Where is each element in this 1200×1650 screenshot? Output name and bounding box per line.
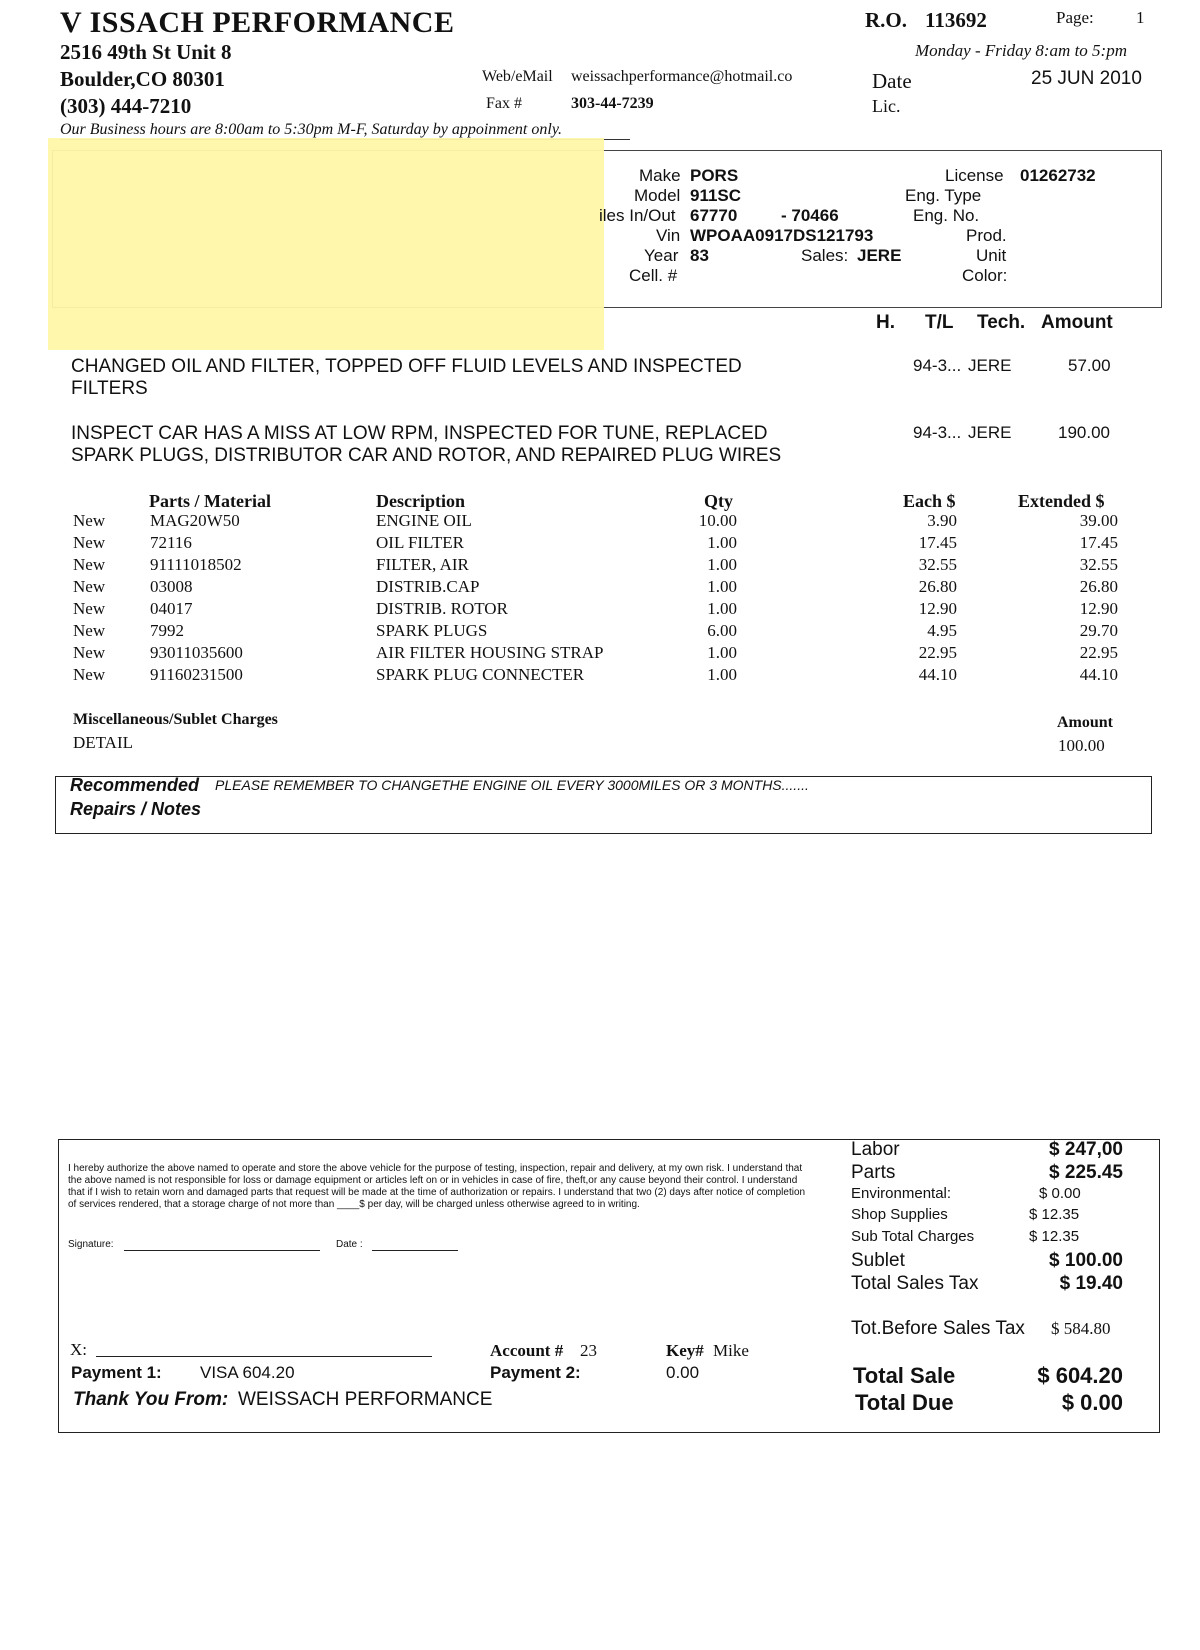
total-row-subtotal [0, 1228, 1200, 1252]
total-label: Sub Total Charges [851, 1228, 975, 1245]
part-each: 3.90 [927, 511, 957, 530]
part-number: 04017 [150, 599, 193, 618]
part-description: FILTER, AIR [376, 555, 469, 574]
labor-tl: 94-3... [913, 356, 962, 375]
misc-amount: 100.00 [1058, 736, 1105, 755]
part-extended: 39.00 [1079, 511, 1118, 530]
x-label: X: [70, 1340, 87, 1359]
part-description: DISTRIB. ROTOR [376, 599, 508, 618]
notes-text: PLEASE REMEMBER TO CHANGETHE ENGINE OIL EVERY 3000MILES OR 3 MONTHS....... [215, 777, 809, 793]
account-value: 23 [580, 1341, 597, 1360]
labor-tl: 94-3... [913, 423, 962, 442]
labor-description-line1: INSPECT CAR HAS A MISS AT LOW RPM, INSPECTED FOR TUNE, REPLACED [71, 423, 768, 444]
eng-type-label: Eng. Type [905, 186, 982, 205]
part-description: DISTRIB.CAP [376, 577, 480, 596]
make-value: PORS [690, 166, 739, 185]
part-each: 22.95 [918, 643, 957, 662]
total-label: Sublet [851, 1250, 905, 1271]
labor-header-tech: Tech. [977, 312, 1026, 333]
cell-label: Cell. # [629, 266, 678, 285]
authorization-text: I hereby authorize the above named to operate and store the above vehicle for the purpose of testing, inspection, repair and delivery, at my own risk. I understand that the above named is not responsible for loss or damage equipment or articles left on or in vehicles in case of fire, theft,or any cause beyond their control. I understand that if I wish to retain worn and damaged parts that request will be made at the time of authorization or repairs. I understand that two (2) days after notice of completion of services rendered, that a storage charge of not more than ____$ per day, will be charged unless otherwise agreed to in writing. [68, 1163, 806, 1210]
part-each: 17.45 [918, 533, 957, 552]
part-number: 91111018502 [150, 555, 242, 574]
company-address-line1: 2516 49th St Unit 8 [60, 40, 232, 64]
part-condition: New [73, 577, 106, 596]
labor-description-line2: FILTERS [71, 378, 148, 399]
labor-tech: JERE [968, 423, 1012, 442]
parts-row [0, 555, 1200, 577]
parts-row [0, 577, 1200, 599]
total-row-labor [0, 1139, 1200, 1163]
total-value: $ 0.00 [1039, 1185, 1081, 1202]
unit-label: Unit [976, 246, 1007, 265]
part-description: ENGINE OIL [376, 511, 472, 530]
labor-description-line2: SPARK PLUGS, DISTRIBUTOR CAR AND ROTOR, AND REPAIRED PLUG WIRES [71, 445, 782, 466]
parts-header-desc: Description [376, 491, 465, 511]
parts-row [0, 621, 1200, 643]
vin-value: WPOAA0917DS121793 [690, 226, 874, 245]
part-description: OIL FILTER [376, 533, 464, 552]
part-number: 93011035600 [150, 643, 243, 662]
year-label: Year [644, 246, 679, 265]
total-value: $ 100.00 [1049, 1250, 1123, 1271]
part-description: SPARK PLUG CONNECTER [376, 665, 585, 684]
parts-row [0, 665, 1200, 687]
part-condition: New [73, 511, 106, 530]
total-label: Labor [851, 1139, 900, 1160]
license-label: License [945, 166, 1004, 185]
total-value: $ 12.35 [1029, 1206, 1080, 1223]
company-phone: (303) 444-7210 [60, 94, 192, 118]
payment1-value: VISA 604.20 [200, 1363, 295, 1382]
key-value: Mike [713, 1341, 749, 1360]
ro-label: R.O. [865, 8, 907, 32]
part-each: 44.10 [918, 665, 957, 684]
labor-header-h: H. [876, 312, 895, 333]
total-value: $ 247,00 [1049, 1139, 1123, 1160]
business-hours: Our Business hours are 8:00am to 5:30pm M-F, Saturday by appoinment only. [60, 121, 563, 138]
part-number: 03008 [150, 577, 193, 596]
part-description: AIR FILTER HOUSING STRAP [376, 643, 604, 662]
part-condition: New [73, 621, 106, 640]
part-condition: New [73, 533, 106, 552]
page-label: Page: [1056, 8, 1094, 27]
fax-label: Fax # [486, 95, 522, 112]
thank-you-label: Thank You From: [73, 1389, 229, 1410]
sales-value: JERE [857, 246, 902, 265]
prod-label: Prod. [966, 226, 1007, 245]
part-extended: 22.95 [1079, 643, 1118, 662]
license-value: 01262732 [1020, 166, 1096, 185]
parts-row [0, 599, 1200, 621]
parts-header-qty: Qty [704, 491, 733, 511]
vin-label: Vin [656, 226, 681, 245]
model-label: Model [634, 186, 681, 205]
part-condition: New [73, 599, 106, 618]
notes-label-recommended: Recommended [70, 775, 200, 795]
thank-you-value: WEISSACH PERFORMANCE [238, 1389, 493, 1410]
part-extended: 17.45 [1079, 533, 1118, 552]
total-row-sublet [0, 1250, 1200, 1274]
total-value: $ 12.35 [1029, 1228, 1080, 1245]
part-qty: 1.00 [707, 533, 737, 552]
parts-row [0, 533, 1200, 555]
miles-out-value: - 70466 [781, 206, 839, 225]
part-extended: 12.90 [1079, 599, 1118, 618]
part-qty: 1.00 [707, 665, 737, 684]
part-qty: 1.00 [707, 643, 737, 662]
eng-no-label: Eng. No. [913, 206, 980, 225]
web-value: weissachperformance@hotmail.co [571, 68, 793, 85]
notes-label-repairs: Repairs / Notes [70, 799, 202, 819]
labor-header-tl: T/L [925, 312, 954, 333]
part-qty: 10.00 [698, 511, 737, 530]
total-label: Total Sales Tax [851, 1273, 979, 1294]
total-value: $ 19.40 [1059, 1273, 1123, 1294]
hours-right: Monday - Friday 8:am to 5:pm [915, 41, 1127, 60]
payment2-value: 0.00 [666, 1363, 700, 1382]
labor-amount: 190.00 [1058, 423, 1110, 442]
part-each: 32.55 [918, 555, 957, 574]
part-qty: 1.00 [707, 577, 737, 596]
labor-amount: 57.00 [1068, 356, 1111, 375]
part-number: 72116 [150, 533, 192, 552]
parts-header-part: Parts / Material [149, 491, 271, 511]
key-label: Key# [666, 1341, 704, 1360]
date-field-label: Date : [336, 1239, 363, 1250]
labor-description-line1: CHANGED OIL AND FILTER, TOPPED OFF FLUID LEVELS AND INSPECTED [71, 356, 742, 377]
total-sale-label: Total Sale [853, 1363, 956, 1388]
misc-item: DETAIL [73, 733, 134, 752]
web-label: Web/eMail [482, 68, 553, 85]
total-row-shop-supplies [0, 1206, 1200, 1230]
date-label: Date [872, 69, 912, 93]
redaction-highlight [48, 138, 604, 350]
year-value: 83 [690, 246, 709, 265]
account-label: Account # [490, 1341, 564, 1360]
part-description: SPARK PLUGS [376, 621, 488, 640]
part-qty: 1.00 [707, 555, 737, 574]
page-number: 1 [1136, 8, 1145, 27]
signature-label: Signature: [68, 1239, 114, 1250]
parts-header-each: Each $ [903, 491, 956, 511]
color-label: Color: [962, 266, 1008, 285]
parts-row [0, 511, 1200, 533]
payment1-label: Payment 1: [71, 1363, 162, 1382]
part-extended: 29.70 [1079, 621, 1118, 640]
labor-header-amount: Amount [1041, 312, 1113, 333]
part-number: 91160231500 [150, 665, 243, 684]
part-condition: New [73, 643, 106, 662]
total-label: Shop Supplies [851, 1206, 948, 1223]
total-label: Parts [851, 1162, 896, 1183]
part-condition: New [73, 555, 106, 574]
misc-header: Miscellaneous/Sublet Charges [73, 711, 278, 728]
payment2-label: Payment 2: [490, 1363, 581, 1382]
part-each: 26.80 [918, 577, 957, 596]
part-qty: 6.00 [707, 621, 737, 640]
x-signature-line[interactable] [96, 1356, 432, 1357]
total-label: Environmental: [851, 1185, 952, 1202]
part-extended: 44.10 [1079, 665, 1118, 684]
part-extended: 32.55 [1079, 555, 1118, 574]
tot-before-value: $ 584.80 [1051, 1319, 1111, 1338]
miles-label: iles In/Out [599, 206, 676, 225]
part-number: 7992 [150, 621, 184, 640]
ro-number: 113692 [925, 8, 987, 32]
fax-value: 303-44-7239 [571, 95, 654, 112]
total-row-parts [0, 1162, 1200, 1186]
total-row-sales-tax [0, 1273, 1200, 1297]
parts-header-ext: Extended $ [1018, 491, 1105, 511]
total-value: $ 225.45 [1049, 1162, 1123, 1183]
total-due-value: $ 0.00 [1061, 1390, 1123, 1415]
part-each: 12.90 [918, 599, 957, 618]
total-due-label: Total Due [855, 1390, 954, 1415]
misc-amount-label: Amount [1057, 714, 1114, 731]
model-value: 911SC [690, 186, 742, 205]
part-qty: 1.00 [707, 599, 737, 618]
company-name: V ISSACH PERFORMANCE [60, 6, 455, 39]
part-each: 4.95 [927, 621, 957, 640]
lic-label: Lic. [872, 96, 901, 116]
sales-label: Sales: [801, 246, 849, 265]
make-label: Make [639, 166, 681, 185]
labor-tech: JERE [968, 356, 1012, 375]
tot-before-label: Tot.Before Sales Tax [851, 1318, 1025, 1339]
part-number: MAG20W50 [150, 511, 240, 530]
part-extended: 26.80 [1079, 577, 1118, 596]
total-sale-value: $ 604.20 [1037, 1363, 1123, 1388]
parts-row [0, 643, 1200, 665]
date-value: 25 JUN 2010 [1031, 68, 1142, 89]
miles-in-value: 67770 [690, 206, 738, 225]
part-condition: New [73, 665, 106, 684]
company-address-line2: Boulder,CO 80301 [60, 67, 225, 91]
